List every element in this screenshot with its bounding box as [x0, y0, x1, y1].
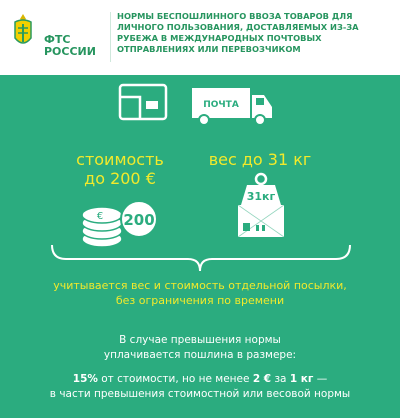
condition-text: [30, 278, 370, 308]
svg-text:€: €: [96, 211, 104, 222]
duty-mid1: от стоимости, но не менее: [101, 373, 250, 385]
cost-limit-line1: стоимость: [76, 150, 164, 169]
exceed-text: [40, 333, 360, 363]
duty-dash: —: [316, 373, 328, 385]
org-name: ФТС РОССИИ: [44, 33, 96, 58]
duty-kg: 1 кг: [289, 373, 314, 385]
duty-percent: 15%: [72, 373, 98, 385]
duty-line2: в части превышения стоимостной или весовой нормы: [49, 388, 351, 400]
condition-line1: учитывается вес и стоимость отдельной посылки,: [53, 279, 347, 292]
duty-line1: [20, 372, 380, 387]
cost-limit-line2: до 200 €: [84, 169, 156, 188]
duty-eur: 2 €: [252, 373, 272, 385]
weight-limit: вес до 31 кг: [208, 150, 312, 169]
coins-icon: [82, 201, 157, 247]
header-divider: [110, 12, 111, 62]
header: [0, 0, 400, 75]
page-title: НОРМЫ БЕСПОШЛИННОГО ВВОЗА ТОВАРОВ ДЛЯ ЛИЧНОГО ПОЛЬЗОВАНИЯ, ДОСТАВЛЯЕМЫХ ИЗ-ЗА РУБЕЖА В МЕЖДУНАРОДНЫХ ПОЧТОВЫХ ОТПРАВЛЕНИЯХ ИЛИ ПЕРЕВОЗЧИКОМ: [117, 11, 359, 54]
illustration: [0, 75, 400, 418]
exceed-line1: В случае превышения нормы: [119, 334, 281, 346]
cost-limit: [60, 150, 180, 188]
condition-line2: без ограничения по времени: [115, 294, 285, 307]
truck-label: ПОЧТА: [203, 100, 239, 110]
curly-brace: [52, 245, 350, 271]
coin-value: 200: [123, 211, 155, 229]
duty-text: [20, 372, 380, 402]
duty-mid2: за: [274, 373, 287, 385]
weight-label: 31кг: [246, 190, 276, 203]
mail-truck-icon: [192, 88, 272, 125]
weight-icon: [238, 174, 284, 237]
emblem-icon: [10, 12, 36, 52]
parcel-icon: [120, 85, 166, 119]
exceed-line2: уплачивается пошлина в размере:: [103, 349, 297, 361]
